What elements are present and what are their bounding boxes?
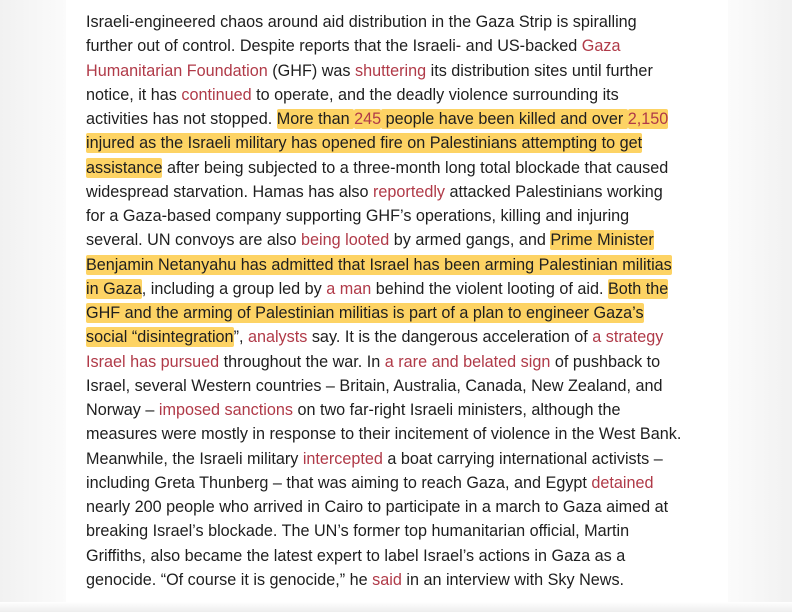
- article-link[interactable]: a rare and belated sign: [384, 352, 551, 371]
- article-link[interactable]: continued: [181, 85, 252, 104]
- body-text: including Greta Thunberg – that was aiming to reach Gaza, and Egypt: [86, 473, 592, 492]
- body-text: on two far-right Israeli ministers, although the: [292, 401, 621, 419]
- article-link[interactable]: reportedly: [373, 182, 446, 201]
- text-line: [86, 301, 726, 325]
- body-text: a boat carrying international activists –: [382, 449, 663, 468]
- text-line: [86, 204, 726, 228]
- highlighted-text: More than: [276, 110, 355, 128]
- text-line: [86, 277, 726, 301]
- bottom-edge-shade: [0, 602, 792, 612]
- highlighted-text: in Gaza: [86, 279, 142, 298]
- article-link[interactable]: Gaza: [581, 37, 621, 56]
- text-line: [86, 495, 726, 519]
- text-line: [86, 325, 726, 349]
- body-text: Israeli-engineered chaos around aid distribution in the Gaza Strip is spiralling: [86, 13, 637, 31]
- body-text: Griffiths, also became the latest expert to label Israel’s actions in Gaza as a: [86, 546, 626, 565]
- article-link[interactable]: imposed sanctions: [158, 401, 293, 419]
- article-link[interactable]: intercepted: [302, 449, 383, 468]
- text-line: [86, 447, 726, 471]
- text-line: [86, 398, 726, 422]
- highlighted-text: Both the: [607, 279, 669, 298]
- highlighted-text: Prime Minister: [550, 231, 654, 250]
- article-body: [86, 10, 726, 592]
- highlighted-text: social “disintegration: [86, 328, 234, 347]
- text-line: [86, 59, 726, 83]
- body-text: by armed gangs, and: [389, 231, 551, 250]
- right-margin-shade: [728, 0, 792, 612]
- body-text: Meanwhile, the Israeli military: [86, 449, 303, 468]
- text-line: [86, 107, 726, 131]
- highlighted-text: injured as the Israeli military has opened fire on Palestinians attempting to get: [86, 134, 643, 153]
- text-line: [86, 544, 726, 568]
- text-line: [86, 156, 726, 180]
- body-text: after being subjected to a three-month long total blockade that caused: [162, 158, 669, 177]
- text-line: [86, 10, 726, 34]
- body-text: to operate, and the deadly violence surrounding its: [251, 85, 619, 104]
- body-text: nearly 200 people who arrived in Cairo to participate in a march to Gaza aimed at: [86, 498, 669, 516]
- text-line: [86, 568, 726, 592]
- article-link[interactable]: detained: [591, 473, 654, 492]
- article-paragraph: [86, 10, 726, 592]
- body-text: several. UN convoys are also: [86, 231, 302, 250]
- highlighted-text: Benjamin Netanyahu has admitted that Israel has been arming Palestinian militias: [86, 255, 672, 274]
- text-line: [86, 350, 726, 374]
- article-link[interactable]: shuttering: [355, 61, 427, 80]
- body-text: Norway –: [86, 401, 159, 419]
- body-text: measures were mostly in response to their incitement of violence in the West Bank.: [86, 425, 682, 444]
- body-text: Israel, several Western countries – Britain, Australia, Canada, New Zealand, and: [86, 376, 663, 395]
- body-text: (GHF) was: [267, 61, 356, 80]
- text-line: [86, 34, 726, 58]
- text-line: [86, 422, 726, 446]
- text-line: [86, 253, 726, 277]
- article-link[interactable]: analysts: [247, 328, 308, 347]
- body-text: for a Gaza-based company supporting GHF’s operations, killing and injuring: [86, 207, 630, 225]
- body-text: of pushback to: [550, 352, 661, 371]
- body-text: its distribution sites until further: [426, 61, 653, 80]
- body-text: attacked Palestinians working: [445, 182, 663, 201]
- body-text: in an interview with Sky News.: [401, 570, 625, 589]
- body-text: behind the violent looting of aid.: [371, 279, 608, 298]
- text-line: [86, 374, 726, 398]
- body-text: activities has not stopped.: [86, 110, 277, 128]
- body-text: breaking Israel’s blockade. The UN’s former top humanitarian official, Martin: [86, 522, 630, 541]
- body-text: , including a group led by: [141, 279, 327, 298]
- body-text: ”,: [233, 328, 248, 347]
- body-text: widespread starvation. Hamas has also: [86, 182, 374, 201]
- text-line: [86, 519, 726, 543]
- text-line: [86, 228, 726, 252]
- highlighted-text: people have been killed and over: [381, 110, 628, 128]
- article-link[interactable]: a strategy: [592, 328, 664, 347]
- text-line: [86, 131, 726, 155]
- highlighted-text: GHF and the arming of Palestinian militias is part of a plan to engineer Gaza’s: [86, 304, 644, 322]
- highlighted-text: assistance: [86, 158, 163, 177]
- text-line: [86, 180, 726, 204]
- text-line: [86, 83, 726, 107]
- text-line: [86, 471, 726, 495]
- article-link[interactable]: Humanitarian Foundation: [86, 61, 268, 80]
- body-text: genocide. “Of course it is genocide,” he: [86, 570, 373, 589]
- article-link[interactable]: 2,150: [627, 110, 669, 128]
- body-text: notice, it has: [86, 85, 182, 104]
- article-link[interactable]: a man: [326, 279, 372, 298]
- article-link[interactable]: 245: [354, 110, 382, 128]
- article-link[interactable]: said: [372, 570, 402, 589]
- body-text: further out of control. Despite reports that the Israeli- and US-backed: [86, 37, 582, 56]
- body-text: throughout the war. In: [219, 352, 385, 371]
- left-margin-shade: [0, 0, 66, 612]
- body-text: say. It is the dangerous acceleration of: [307, 328, 593, 347]
- article-link[interactable]: being looted: [301, 231, 390, 250]
- article-link[interactable]: Israel has pursued: [86, 352, 220, 371]
